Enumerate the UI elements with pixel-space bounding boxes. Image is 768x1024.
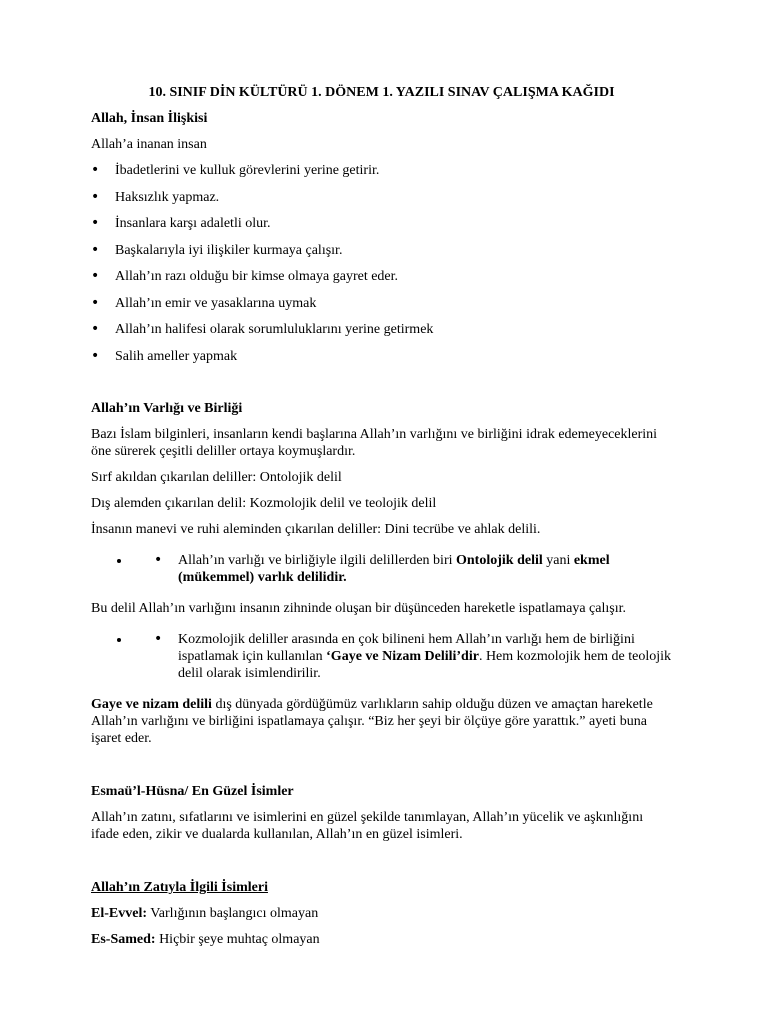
- list-item-text: Salih ameller yapmak: [115, 348, 238, 364]
- bullet-icon: •: [91, 347, 100, 364]
- bullet-list: [91, 162, 672, 365]
- ontolojik-mid: yani: [542, 553, 574, 568]
- name-term: Es-Samed:: [91, 932, 156, 947]
- paragraph: Dış alemden çıkarılan delil: Kozmolojik delil ve teolojik delil: [91, 496, 437, 511]
- spacer: [91, 374, 672, 400]
- name-def: Hiçbir şeye muhtaç olmayan: [155, 932, 320, 947]
- list-item: [91, 268, 672, 285]
- bullet-icon: •: [91, 162, 100, 178]
- indented-bullet-list: [91, 552, 672, 586]
- list-item-text: Allah’ın halifesi olarak sorumluluklarını yerine getirmek: [115, 322, 434, 337]
- section-heading-allah-insan: Allah, İnsan İlişkisi: [91, 111, 208, 126]
- gaye-nizam-term: Gaye ve nizam delili: [91, 697, 212, 712]
- list-item-text: Allah’ın razı olduğu bir kimse olmaya gayret eder.: [115, 269, 399, 284]
- bullet-icon: • •: [154, 631, 163, 647]
- name-term: El-Evvel:: [91, 906, 147, 921]
- paragraph: İnsanın manevi ve ruhi aleminden çıkarılan deliller: Dini tecrübe ve ahlak delili.: [91, 522, 541, 537]
- bullet-icon: •: [91, 188, 100, 205]
- list-item: [91, 321, 672, 338]
- paragraph: Bu delil Allah’ın varlığını insanın zihninde oluşan bir düşünceden hareketle ispatlamaya çalışır.: [91, 601, 626, 616]
- list-item: [91, 295, 672, 312]
- name-def: Varlığının başlangıcı olmayan: [147, 906, 319, 921]
- list-item-text: Başkalarıyla iyi ilişkiler kurmaya çalışır.: [115, 242, 343, 258]
- ontolojik-bold: Ontolojik delil: [456, 553, 543, 568]
- section-heading-esmaul-husna: Esmaü’l-Hüsna/ En Güzel İsimler: [91, 784, 294, 799]
- list-item: [91, 242, 672, 259]
- kozmolojik-post: . Hem kozmolojik hem de teolojik delil olarak isimlendirilir.: [178, 649, 672, 681]
- page-title: 10. SINIF DİN KÜLTÜRÜ 1. DÖNEM 1. YAZILI SINAV ÇALIŞMA KAĞIDI: [148, 85, 615, 100]
- bullet-icon: •: [91, 241, 100, 258]
- paragraph: [91, 696, 672, 747]
- section-heading-varlik-birlik: Allah’ın Varlığı ve Birliği: [91, 401, 243, 416]
- bullet-icon: • •: [154, 552, 163, 568]
- ontolojik-pre: Allah’ın varlığı ve birliğiyle ilgili delillerden biri: [178, 553, 456, 568]
- indented-bullet-list: [91, 631, 672, 682]
- bullet-icon: •: [91, 321, 100, 337]
- list-item: [131, 552, 672, 586]
- bullet-icon: •: [91, 294, 100, 311]
- list-item: [91, 162, 672, 179]
- paragraph: Sırf akıldan çıkarılan deliller: Ontolojik delil: [91, 470, 342, 485]
- list-item-text: İnsanlara karşı adaletli olur.: [115, 216, 271, 231]
- bullet-icon: •: [91, 215, 100, 231]
- list-item: [131, 631, 672, 682]
- ekmel-bold: ekmel (mükemmel) varlık delilidir.: [178, 553, 610, 585]
- bullet-icon: •: [91, 268, 100, 284]
- gaye-nizam-bold: ‘Gaye ve Nizam Delili’dir: [326, 649, 479, 664]
- name-definition: [91, 905, 672, 922]
- list-item: [91, 348, 672, 365]
- list-item-text: İbadetlerini ve kulluk görevlerini yerine getirir.: [115, 163, 380, 178]
- list-item: [91, 215, 672, 232]
- section-heading-zat-isimleri: Allah’ın Zatıyla İlgili İsimleri: [91, 880, 268, 895]
- list-item: [91, 189, 672, 206]
- spacer: [91, 852, 672, 879]
- kozmolojik-pre: Kozmolojik deliller arasında en çok bilineni hem Allah’ın varlığı hem de birliğini ispatlamak için kullanılan: [178, 632, 635, 664]
- paragraph: Allah’ın zatını, sıfatlarını ve isimlerini en güzel şekilde tanımlayan, Allah’ın yücelik ve aşkınlığını ifade eden, zikir ve dualarda kullanılan, Allah’ın en güzel isimleri.: [91, 810, 644, 842]
- paragraph: Bazı İslam bilginleri, insanların kendi başlarına Allah’ın varlığını ve birliğini idrak edemeyeceklerini öne sürerek çeşitli deliller ortaya koymuşlardır.: [91, 427, 658, 459]
- section-intro: Allah’a inanan insan: [91, 137, 207, 152]
- list-item-text: Haksızlık yapmaz.: [115, 189, 220, 205]
- gaye-nizam-text: dış dünyada gördüğümüz varlıkların sahip olduğu düzen ve amaçtan hareketle Allah’ın varlığını ve birliğini ispatlamaya çalışır. “Biz her şeyi bir ölçüye göre yarattık.” ayeti buna işaret eder.: [91, 697, 653, 746]
- list-item-text: Allah’ın emir ve yasaklarına uymak: [115, 295, 317, 311]
- spacer: [91, 756, 672, 783]
- name-definition: [91, 931, 672, 948]
